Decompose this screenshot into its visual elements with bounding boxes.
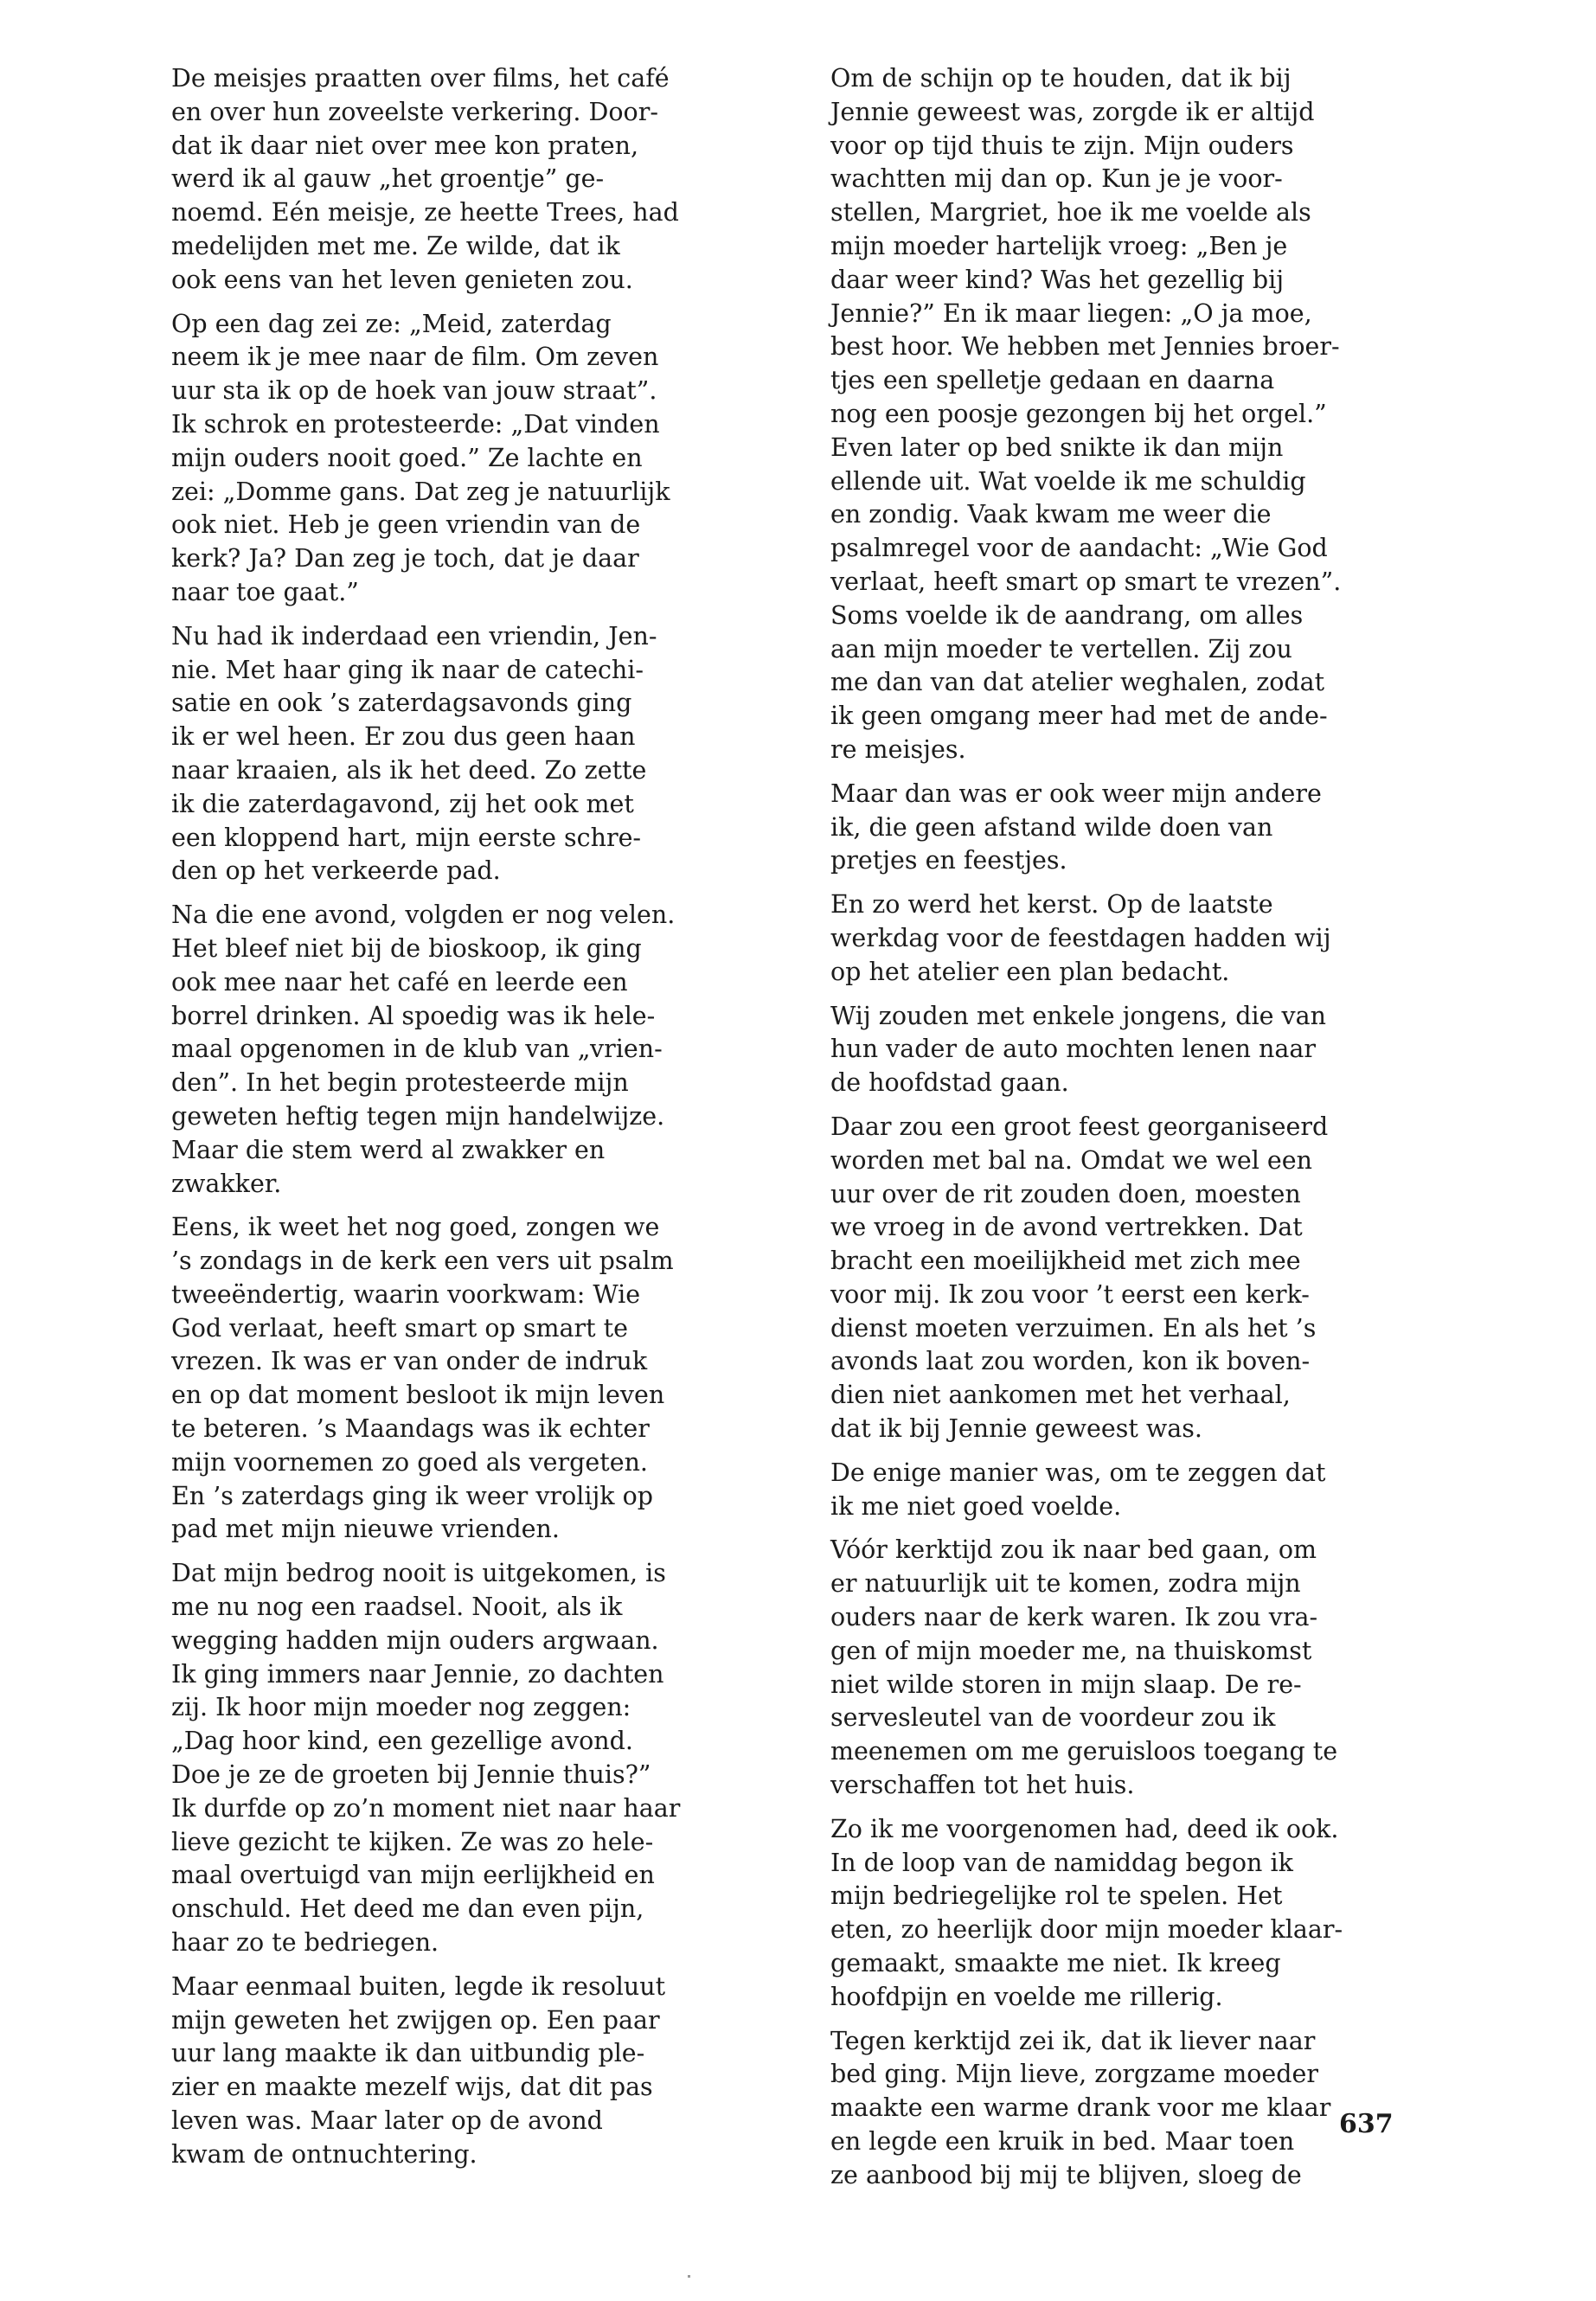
paragraph: Om de schijn op te houden, dat ik bij Jennie geweest was, zorgde ik er altijd voor op tijd thuis te zijn. Mijn ouders wachtten mij dan op. Kun je je voor- stellen, Margriet, hoe ik me voelde als mijn moeder hartelijk vroeg: „Ben je daar weer kind? Was het gezellig bij Jennie?” En ik maar liegen: „O ja moe, best hoor. We hebben met Jennies broer- tjes een spelletje gedaan en daarna nog een poosje gezongen bij het orgel.” Even later op bed snikte ik dan mijn ellende uit. Wat voelde ik me schuldig en zondig. Vaak kwam me weer die psalmregel voor de aandacht: „Wie God verlaat, heeft smart op smart te vrezen”. Soms voelde ik de aandrang, om alles aan mijn moeder te vertellen. Zij zou me dan van dat atelier weghalen, zodat ik geen omgang meer had met de ande- re meisjes.	[830, 64, 1342, 764]
paragraph: Vóór kerktijd zou ik naar bed gaan, om er natuurlijk uit te komen, zodra mijn ouders naar de kerk waren. Ik zou vra- gen of mijn moeder me, na thuiskomst niet wilde storen in mijn slaap. De re- servesleutel van de voordeur zou ik meenemen om me geruisloos toegang te verschaffen tot het huis.	[830, 1535, 1338, 1800]
page-number: 637	[1339, 2109, 1394, 2139]
paragraph: Dat mijn bedrog nooit is uitgekomen, is me nu nog een raadsel. Nooit, als ik wegging hadden mijn ouders argwaan. Ik ging immers naar Jennie, zo dachten zij. Ik hoor mijn moeder nog zeggen: „Dag hoor kind, een gezellige avond. Doe je ze de groeten bij Jennie thuis?” Ik durfde op zo’n moment niet naar haar lieve gezicht te kijken. Ze was zo hele- maal overtuigd van mijn eerlijkheid en onschuld. Het deed me dan even pijn, haar zo te bedriegen.	[171, 1559, 681, 1958]
paragraph: De enige manier was, om te zeggen dat ik me niet goed voelde.	[830, 1458, 1326, 1521]
paragraph: Wij zouden met enkele jongens, die van hun vader de auto mochten lenen naar de hoofdstad gaan.	[830, 1001, 1326, 1098]
paragraph: Maar eenmaal buiten, legde ik resoluut mijn geweten het zwijgen op. Een paar uur lang maakte ik dan uitbundig ple- zier en maakte mezelf wijs, dat dit pas leven was. Maar later op de avond kwam de ontnuchtering.	[171, 1971, 666, 2169]
paragraph: Zo ik me voorgenomen had, deed ik ook. In de loop van de namiddag begon ik mijn bedriegelijke rol te spelen. Het eten, zo heerlijk door mijn moeder klaar- gemaakt, smaakte me niet. Ik kreeg hoofdpijn en voelde me rillerig.	[830, 1814, 1343, 2011]
paragraph: Daar zou een groot feest georganiseerd worden met bal na. Omdat we wel een uur over de rit zouden doen, moesten we vroeg in de avond vertrekken. Dat bracht een moeilijkheid met zich mee voor mij. Ik zou voor ’t eerst een kerk- dienst moeten verzuimen. En als het ’s avonds laat zou worden, kon ik boven- dien niet aankomen met het verhaal, dat ik bij Jennie geweest was.	[830, 1112, 1329, 1444]
paragraph: Eens, ik weet het nog goed, zongen we ’s zondags in de kerk een vers uit psalm tweeëndertig, waarin voorkwam: Wie God verlaat, heeft smart op smart te vrezen. Ik was er van onder de indruk en op dat moment besloot ik mijn leven te beteren. ’s Maandags was ik echter mijn voornemen zo goed als vergeten. En ’s zaterdags ging ik weer vrolijk op pad met mijn nieuwe vrienden.	[171, 1213, 674, 1544]
paragraph: En zo werd het kerst. Op de laatste werkdag voor de feestdagen hadden wij op het atelier een plan bedacht.	[830, 890, 1331, 986]
right-column	[830, 62, 1410, 2203]
scan-speck	[688, 2275, 690, 2278]
paragraph: De meisjes praatten over films, het café en over hun zoveelste verkering. Door- dat ik daar niet over mee kon praten, werd ik al gauw „het groentje” ge- noemd. Eén meisje, ze heette Trees, had medelijden met me. Ze wilde, dat ik ook eens van het leven genieten zou.	[171, 64, 679, 294]
left-column	[171, 62, 751, 2182]
paragraph: Maar dan was er ook weer mijn andere ik, die geen afstand wilde doen van pretjes en feestjes.	[830, 779, 1322, 875]
paragraph: Nu had ik inderdaad een vriendin, Jen- nie. Met haar ging ik naar de catechi- satie en ook ’s zaterdagsavonds ging ik er wel heen. Er zou dus geen haan naar kraaien, als ik het deed. Zo zette ik die zaterdagavond, zij het ook met een kloppend hart, mijn eerste schre- den op het verkeerde pad.	[171, 621, 657, 886]
paragraph: Tegen kerktijd zei ik, dat ik liever naar bed ging. Mijn lieve, zorgzame moeder maakte een warme drank voor me klaar en legde een kruik in bed. Maar toen ze aanbood bij mij te blijven, sloeg de	[830, 2026, 1331, 2189]
paragraph: Op een dag zei ze: „Meid, zaterdag neem ik je mee naar de film. Om zeven uur sta ik op de hoek van jouw straat”. Ik schrok en protesteerde: „Dat vinden mijn ouders nooit goed.” Ze lachte en zei: „Domme gans. Dat zeg je natuurlijk ook niet. Heb je geen vriendin van de kerk? Ja? Dan zeg je toch, dat je daar naar toe gaat.”	[171, 309, 670, 606]
paragraph: Na die ene avond, volgden er nog velen. Het bleef niet bij de bioskoop, ik ging ook mee naar het café en leerde een borrel drinken. Al spoedig was ik hele- maal opgenomen in de klub van „vrien- den”. In het begin protesteerde mijn geweten heftig tegen mijn handelwijze. Maar die stem werd al zwakker en zwakker.	[171, 901, 676, 1198]
